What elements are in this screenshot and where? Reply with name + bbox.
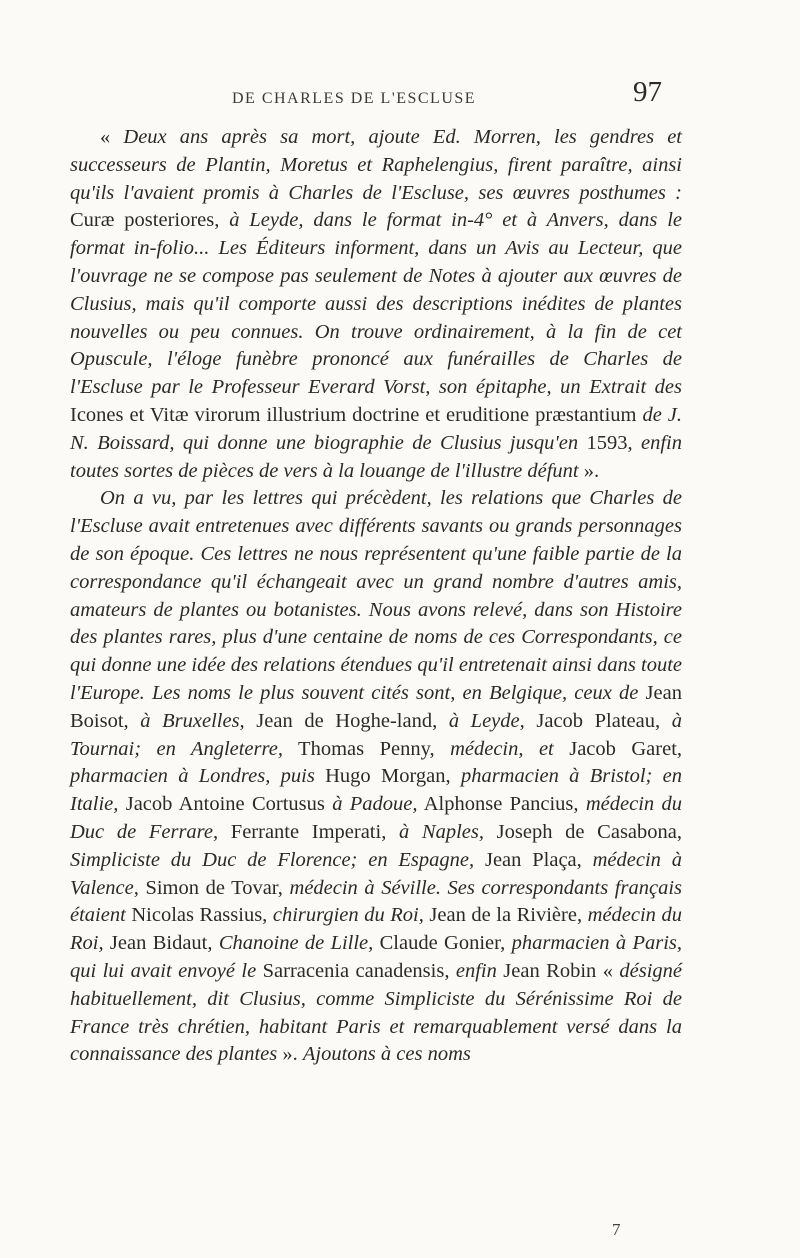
body-text: [70, 124, 682, 1069]
italic-run: à Naples,: [399, 820, 484, 843]
roman-run: Curæ posteriores,: [70, 209, 230, 232]
italic-run: Ajoutons à ces noms: [302, 1043, 471, 1066]
roman-run: Jean de la Rivière,: [423, 904, 588, 927]
italic-run: à Leyde,: [448, 709, 525, 732]
italic-run: médecin à Valence,: [70, 848, 682, 899]
running-title: DE CHARLES DE L'ESCLUSE: [232, 90, 477, 107]
roman-run: Jean Plaça,: [474, 848, 593, 871]
italic-run: à Leyde, dans le format in-4° et à Anvers, dans le format in-folio... Les Éditeurs informent, dans un Avis au Lecteur, que l'ouvrage ne se compose pas seulement de Notes à ajouter aux œuvres de Clusius, mais qu'il comporte aussi des descriptions inédites de plantes nouvelles ou peu connues. On trouve ordinairement, à la fin de cet Opuscule, l'éloge funèbre prononcé aux funérailles de Charles de l'Escluse par le Professeur Everard Vorst, son épitaphe, un Extrait des: [70, 209, 682, 399]
italic-run: chirurgien du Roi,: [272, 904, 424, 927]
italic-run: pharmacien à Londres, puis: [70, 765, 315, 788]
italic-run: enfin toutes sortes de pièces de vers à la louange de l'illustre défunt: [70, 431, 683, 482]
italic-run: On a vu, par les lettres qui précèdent, les relations que Charles de l'Escluse avait entretenues avec différents savants ou grands personnages de son époque. Ces lettres ne nous représentent qu'une faible partie de la correspondance qu'il échangeait avec un grand nombre d'autres amis, amateurs de plantes ou botanistes. Nous avons relevé, dans son Histoire des plantes rares, plus d'une centaine de noms de ces Correspondants, ce qui donne une idée des relations étendues qu'il entretenait ainsi dans toute l'Europe. Les noms le plus souvent cités sont, en Belgique, ceux de: [70, 487, 682, 704]
italic-run: pharmacien à Bristol; en Italie,: [70, 765, 682, 816]
italic-run: à Tournai; en Angleterre,: [70, 709, 682, 760]
roman-run: ».: [578, 459, 600, 482]
roman-run: Jacob Antoine Cortusus: [118, 793, 333, 816]
roman-run: Jean Boisot,: [70, 681, 682, 732]
italic-run: de J. N. Boissard, qui donne une biographie de Clusius jusqu'en: [70, 403, 682, 454]
italic-run: enfin: [455, 959, 497, 982]
page-number: 97: [633, 76, 662, 108]
roman-run: Jean Robin «: [496, 959, 620, 982]
roman-run: Jean de Hoghe-land,: [244, 709, 449, 732]
page-header: [0, 62, 800, 108]
roman-run: ».: [277, 1043, 303, 1066]
roman-run: Hugo Morgan,: [314, 765, 461, 788]
roman-run: «: [100, 126, 124, 148]
italic-run: médecin, et: [450, 737, 554, 760]
italic-run: médecin du Roi,: [70, 904, 682, 955]
roman-run: Thomas Penny,: [282, 737, 451, 760]
roman-run: Icones et Vitæ virorum illustrium doctrine et eruditione præstantium: [70, 403, 643, 426]
italic-run: Deux ans après sa mort, ajoute Ed. Morren, les gendres et successeurs de Plantin, Moretus et Raphelengius, firent paraître, ainsi qu'ils l'avaient promis à Charles de l'Escluse, ses œuvres posthumes :: [70, 126, 682, 204]
roman-run: Jean Bidaut,: [103, 932, 219, 955]
paragraph: [70, 485, 682, 1069]
roman-run: 1593,: [578, 431, 642, 454]
paragraph: [70, 124, 682, 485]
roman-run: Ferrante Imperati,: [218, 820, 399, 843]
italic-run: à Padoue,: [332, 793, 418, 816]
roman-run: Alphonse Pancius,: [417, 793, 586, 816]
roman-run: Jacob Plateau,: [524, 709, 672, 732]
roman-run: Simon de Tovar,: [138, 876, 290, 899]
italic-run: à Bruxelles,: [140, 709, 245, 732]
roman-run: Sarracenia canadensis,: [256, 959, 456, 982]
roman-run: Nicolas Rassius,: [125, 904, 273, 927]
roman-run: Claude Gonier,: [373, 932, 512, 955]
italic-run: désigné habituellement, dit Clusius, comme Simpliciste du Sérénissime Roi de France très chrétien, habitant Paris et remarquablement versé dans la connaissance des plantes: [70, 959, 682, 1066]
italic-run: médecin du Duc de Ferrare,: [70, 793, 683, 843]
signature-mark: 7: [612, 1220, 621, 1239]
italic-run: Simpliciste du Duc de Florence; en Espagne,: [70, 848, 475, 871]
roman-run: Joseph de Casabona,: [484, 820, 682, 843]
italic-run: pharmacien à Paris, qui lui avait envoyé le: [70, 932, 683, 982]
italic-run: Chanoine de Lille,: [218, 932, 374, 955]
italic-run: médecin à Séville. Ses correspondants français étaient: [70, 876, 683, 927]
roman-run: Jacob Garet,: [553, 737, 683, 760]
